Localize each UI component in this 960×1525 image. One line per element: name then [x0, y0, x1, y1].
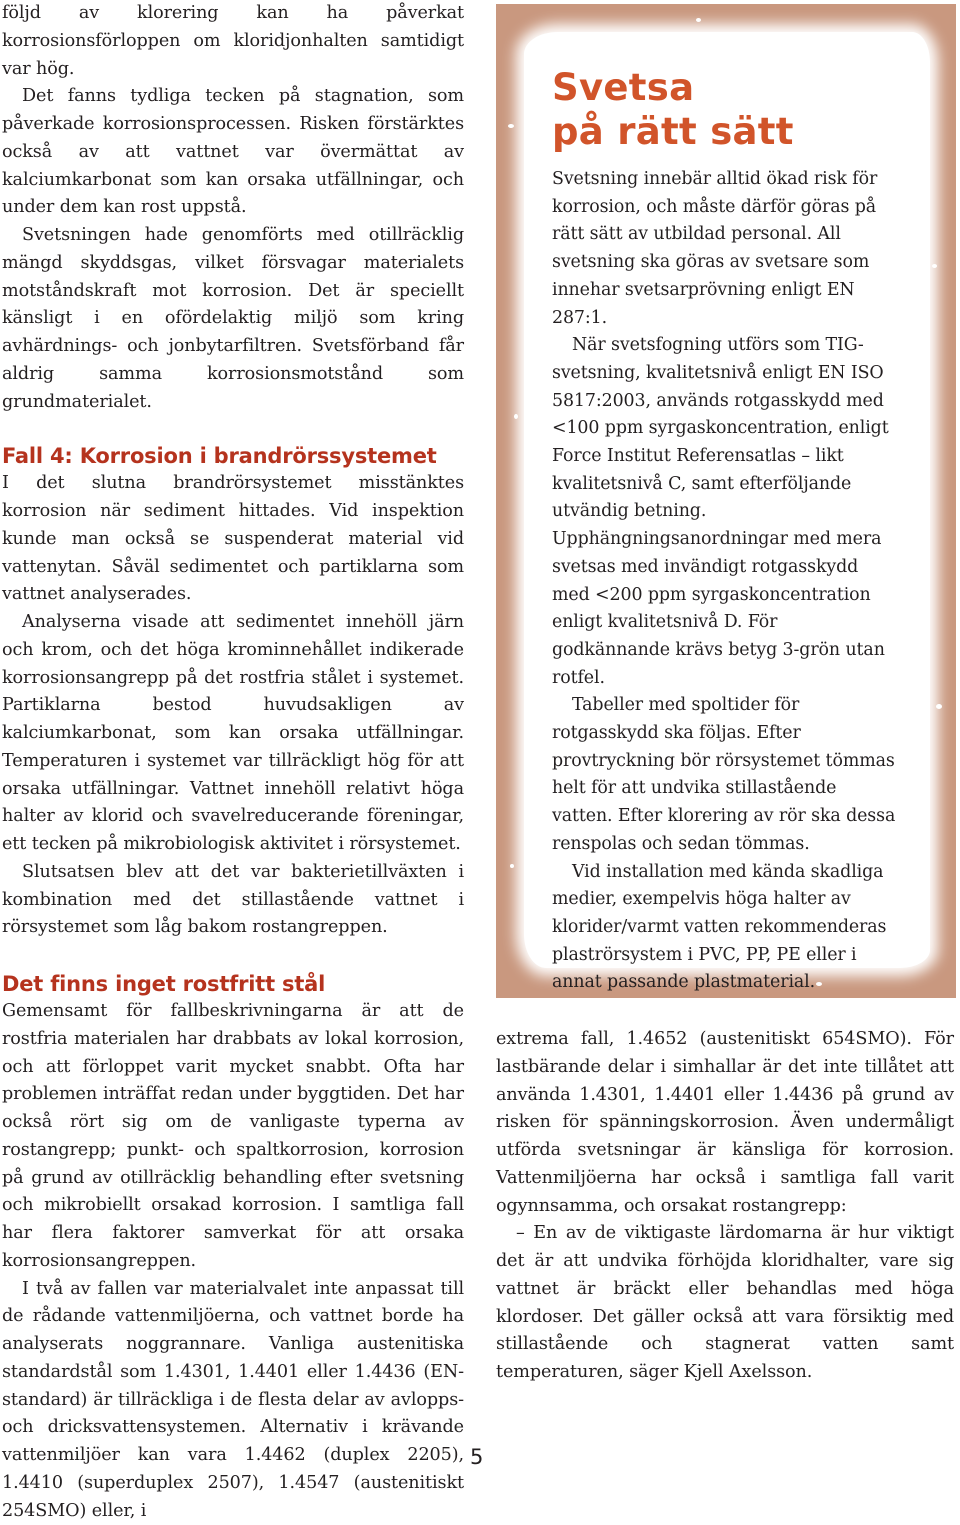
frame-speck: [932, 264, 937, 268]
page-number: 5: [470, 1445, 483, 1469]
paragraph: I två av fallen var materialvalet inte anpassat till de rådande vattenmiljöerna, och vattnet borde ha analyserats noggrannare. Vanliga austenitiska standardstål som 1.4301, 1.4401 eller 1.4436 (EN-standard) är tillräckliga i de flesta delar av avlopps- och dricksvattensystemen. Alternativ i krävande vattenmiljöer kan vara 1.4462 (duplex 2205), 1.4410 (superduplex 2507), 1.4547 (austenitiskt 254SMO) eller, i: [2, 1276, 464, 1525]
paragraph: följd av klorering kan ha påverkat korrosionsförloppen om kloridjonhalten samtidigt var hög.: [2, 0, 464, 83]
paragraph: Gemensamt för fallbeskrivningarna är att de rostfria materialen har drabbats av lokal korrosion, och att förloppet varit mycket snabbt. Ofta har problemen inträffat redan under byggtiden. Det har också rört sig om de vanligaste typerna av rostangrepp; punkt- och spaltkorrosion, korrosion på grund av otillräcklig behandling efter svetsning och mikrobiellt orsakad korrosion. I samtliga fall har flera faktorer samverkat för att orsaka korrosionsangreppen.: [2, 998, 464, 1276]
paragraph: Det fanns tydliga tecken på stagnation, som påverkade korrosionsprocessen. Risken förstärktes också av att vattnet var övermättat av kalciumkarbonat som kan orsaka utfällningar, och under dem kan rost uppstå.: [2, 83, 464, 222]
frame-speck: [508, 124, 514, 128]
section-heading-fall4: Fall 4: Korrosion i brandrörssystemet: [2, 442, 464, 470]
sidebar-paragraph: Svetsning innebär alltid ökad risk för korrosion, och måste därför göras på rätt sätt av utbildad personal. All svetsning ska göras av svetsare som innehar svetsarprövning enligt EN 287:1.: [552, 166, 897, 332]
paragraph: I det slutna brandrörsystemet misstänktes korrosion när sediment hittades. Vid inspektion kunde man också se suspenderat material vid vattenytan. Såväl sedimentet och partiklarna som vattnet analyserades.: [2, 470, 464, 609]
frame-speck: [936, 704, 942, 709]
right-column: [496, 1026, 954, 1387]
sidebar-paragraph: När svetsfogning utförs som TIG-svetsning, kvalitetsnivå enligt EN ISO 5817:2003, används rotgasskydd med <100 ppm syrgaskoncentration, enligt Force Institut Referensatlas – likt kvalitetsnivå C, samt efterföljande utvändig betning. Upphängningsanordningar med mera svetsas med invändigt rotgasskydd med <200 ppm syrgaskoncentration enligt kvalitetsnivå D. För godkännande krävs betyg 3-grön utan rotfel.: [552, 332, 897, 692]
paragraph: Svetsningen hade genomförts med otillräcklig mängd skyddsgas, vilket försvagar materialets motståndskraft mot korrosion. Det är speciellt känsligt i en ofördelaktig miljö som kring avhärdnings- och jonbytarfiltren. Svetsförband får aldrig samma korrosionsmotstånd som grundmaterialet.: [2, 222, 464, 416]
paragraph: Analyserna visade att sedimentet innehöll järn och krom, och det höga krominnehållet indikerade korrosionsangrepp på det rostfria stålet i systemet. Partiklarna bestod huvudsakligen av kalciumkarbonat, som kan orsaka utfällningar. Temperaturen i systemet var tillräckligt hög för att orsaka utfällningar. Vattnet innehöll relativt höga halter av klorid och svavelreducerande föreningar, ett tecken på mikrobiologisk aktivitet i rörsystemet.: [2, 609, 464, 859]
quote-paragraph: – En av de viktigaste lärdomarna är hur viktigt det är att undvika förhöjda kloridhalter, vare sig vattnet är bräckt eller behandlas med höga klordoser. Det gäller också att vara försiktig med stillastående och stagnerat vatten samt temperaturen, säger Kjell Axelsson.: [496, 1220, 954, 1387]
section-heading-rostfritt: Det finns inget rostfritt stål: [2, 970, 464, 998]
frame-speck: [510, 864, 514, 868]
sidebar-content: [552, 66, 897, 997]
frame-speck: [514, 414, 518, 419]
sidebar-title-line1: Svetsa: [552, 66, 897, 110]
frame-speck: [696, 18, 701, 22]
paragraph: extrema fall, 1.4652 (austenitiskt 654SMO). För lastbärande delar i simhallar är det inte tillåtet att använda 1.4301, 1.4401 eller 1.4436 på grund av risken för spänningskorrosion. Även undermåligt utförda svetsningar är känsliga för korrosion. Vattenmiljöerna har också i samtliga fall varit ogynnsamma, och orsakat rostangrepp:: [496, 1026, 954, 1220]
sidebar-title-line2: på rätt sätt: [552, 110, 897, 154]
sidebar-paragraph: Vid installation med kända skadliga medier, exempelvis höga halter av klorider/varmt vatten rekommenderas plaströrsystem i PVC, PP, PE eller i annat passande plastmaterial.: [552, 859, 897, 998]
left-column: [2, 0, 464, 1525]
sidebar-box: [496, 4, 956, 998]
paragraph: Slutsatsen blev att det var bakterietillväxten i kombination med det stillastående vattnet i rörsystemet som låg bakom rostangreppen.: [2, 859, 464, 942]
sidebar-paragraph: Tabeller med spoltider för rotgasskydd ska följas. Efter provtryckning bör rörsystemet tömmas helt för att undvika stillastående vatten. Efter klorering av rör ska dessa renspolas och sedan tömmas.: [552, 692, 897, 858]
